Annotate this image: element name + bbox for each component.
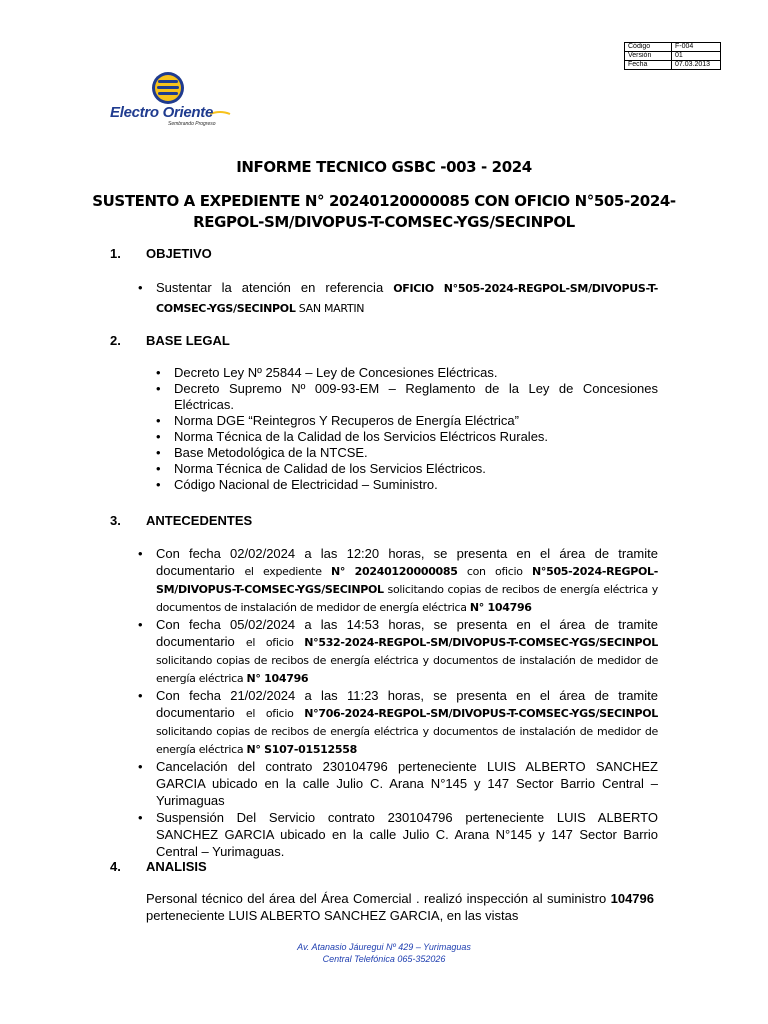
bullet-icon: • [138,280,143,295]
list-item-text: el oficio [245,707,305,720]
bullet-icon: • [138,617,143,632]
document-control-table [624,42,721,70]
list-item [138,687,658,758]
bullet-icon: • [156,429,161,444]
list-item-text: el oficio [245,636,305,649]
oficio-number: N°706-2024-REGPOL-SM/DIVOPUS-T-COMSEC-YGS/SECINPOL [304,707,658,720]
list-item-text: Con fecha 05/02/2024 a las 14:53 horas, se presenta en el área de tramite documentario [156,617,658,649]
section-title-objetivo: OBJETIVO [146,246,212,261]
control-row-code [625,43,721,52]
objetivo-paragraph [138,278,658,318]
footer-address: Av. Atanasio Jáuregui Nº 429 – Yurimaguas [297,942,471,952]
objetivo-region: SAN MARTIN [295,302,365,315]
analisis-text: perteneciente LUIS ALBERTO SANCHEZ GARCIA, en las vistas [146,908,519,923]
list-item [156,429,658,445]
list-item [156,413,658,429]
analisis-text: Personal técnico del área del Área Comercial . realizó inspección al suministro [146,891,611,906]
oficio-number: N°532-2024-REGPOL-SM/DIVOPUS-T-COMSEC-YGS/SECINPOL [304,636,658,649]
list-item-text: solicitando copias de recibos de energía eléctrica y documentos de instalación de medidor de energía eléctrica [156,654,658,685]
bullet-icon: • [138,810,143,825]
list-item-text: Norma Técnica de Calidad de los Servicios Eléctricos. [174,461,486,476]
list-item [156,381,658,413]
objetivo-text: Sustentar la atención en referencia [156,280,394,295]
list-item-text: Código Nacional de Electricidad – Suministro. [174,477,438,492]
section-title-analisis: ANALISIS [146,859,207,874]
logo-tagline: Sembrando Progreso [168,121,216,127]
bullet-icon: • [138,546,143,561]
list-item [156,477,658,493]
analisis-paragraph [146,890,654,924]
list-item-text: Suspensión Del Servicio contrato 230104796 perteneciente LUIS ALBERTO SANCHEZ GARCIA ubicado en la calle Julio C. Arana N°145 y 147 Sector Barrio Central – Yurimaguas. [156,810,658,859]
logo-wordmark: Electro Oriente [110,104,214,121]
list-item-text: con oficio [457,565,532,578]
control-row-date [625,61,721,70]
bullet-icon: • [156,413,161,428]
list-item [156,365,658,381]
control-row-version [625,52,721,61]
medidor-number: N° S107-01512558 [246,743,357,756]
footer-phone: Central Telefónica 065-352026 [322,954,446,964]
bullet-icon: • [156,365,161,380]
control-value: F-004 [672,43,721,52]
report-title: INFORME TECNICO GSBC -003 - 2024 [236,158,532,176]
list-item [156,445,658,461]
expediente-number: N° 20240120000085 [330,565,458,578]
list-item-text: el expediente [244,565,331,578]
list-item-text: Base Metodológica de la NTCSE. [174,445,368,460]
bullet-icon: • [156,381,161,396]
list-item-text: Norma DGE “Reintegros Y Recuperos de Energía Eléctrica” [174,413,519,428]
list-item [138,616,658,687]
section-number: 4. [110,859,121,874]
control-value: 07.03.2013 [672,61,721,70]
objetivo-oficio: OFICIO N°505-2024-REGPOL-SM/DIVOPUS-T-COMSEC-YGS/SECINPOL [156,282,658,315]
list-item-text: Decreto Ley Nº 25844 – Ley de Concesiones Eléctricas. [174,365,498,380]
control-label: Código [625,43,672,52]
list-item [138,809,658,860]
medidor-number: N° 104796 [246,672,309,685]
section-number: 2. [110,333,121,348]
list-item [138,545,658,616]
list-item [138,758,658,809]
list-item [156,461,658,477]
section-number: 3. [110,513,121,528]
medidor-number: N° 104796 [469,601,532,614]
control-label: Versión [625,52,672,61]
bullet-icon: • [138,759,143,774]
suministro-number: 104796 [610,891,654,906]
section-title-base-legal: BASE LEGAL [146,333,230,348]
oficio-number: N°505-2024-REGPOL-SM/DIVOPUS-T-COMSEC-YGS/SECINPOL [156,565,658,596]
report-subtitle-line1: SUSTENTO A EXPEDIENTE N° 20240120000085 CON OFICIO N°505-2024- [92,192,676,210]
list-item-text: Cancelación del contrato 230104796 perteneciente LUIS ALBERTO SANCHEZ GARCIA ubicado en la calle Julio C. Arana N°145 y 147 Sector Barrio Central – Yurimaguas [156,759,658,808]
bullet-icon: • [156,461,161,476]
list-item-text: Con fecha 21/02/2024 a las 11:23 horas, se presenta en el área de tramite documentario [156,688,658,720]
list-item-text: solicitando copias de recibos de energía eléctrica y documentos de instalación de medidor de energía eléctrica [156,725,658,756]
section-number: 1. [110,246,121,261]
section-title-antecedentes: ANTECEDENTES [146,513,253,528]
bullet-icon: • [156,477,161,492]
list-item-text: Norma Técnica de la Calidad de los Servicios Eléctricos Rurales. [174,429,549,444]
control-label: Fecha [625,61,672,70]
bullet-icon: • [138,688,143,703]
list-item-text: solicitando copias de recibos de energía eléctrica y documentos de instalación de medidor de energía eléctrica [156,583,658,614]
report-subtitle-line2: REGPOL-SM/DIVOPUS-T-COMSEC-YGS/SECINPOL [193,213,575,231]
control-value: 01 [672,52,721,61]
bullet-icon: • [156,445,161,460]
list-item-text: Con fecha 02/02/2024 a las 12:20 horas, se presenta en el área de tramite documentario [156,546,658,578]
list-item-text: Decreto Supremo Nº 009-93-EM – Reglamento de la Ley de Concesiones Eléctricas. [174,381,658,412]
antecedentes-list [138,545,658,860]
base-legal-list [156,365,658,493]
